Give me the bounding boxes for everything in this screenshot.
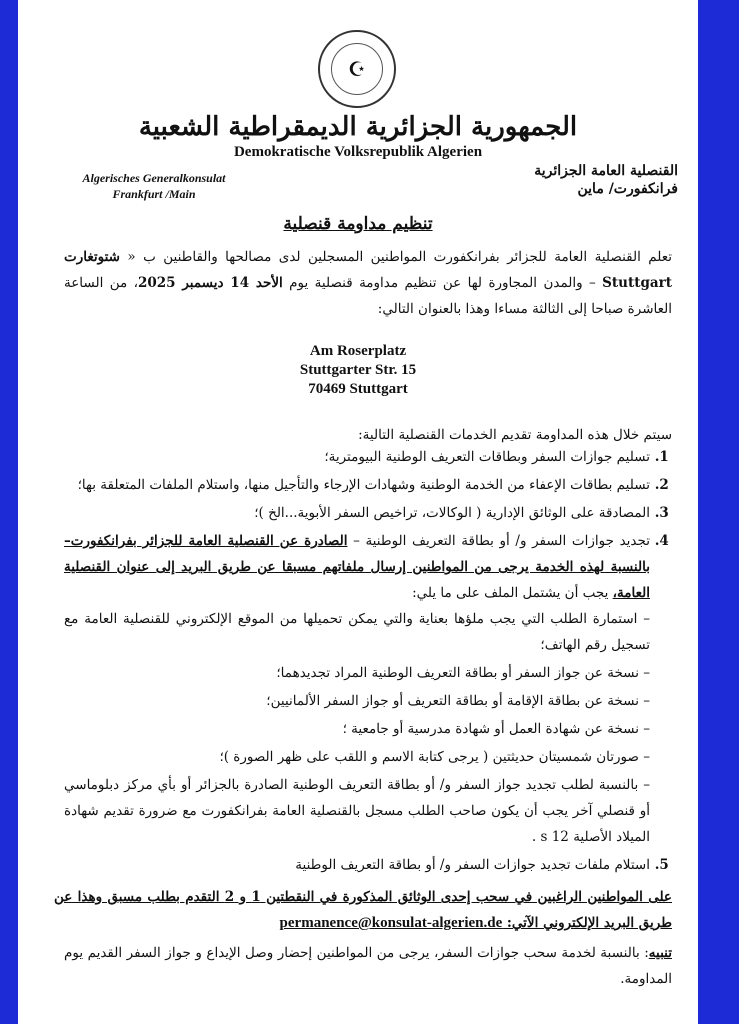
intro-part2: – والمدن المجاورة لها عن تنظيم مداومة قنصلية يوم: [282, 275, 603, 291]
star-crescent-icon: ☪: [331, 43, 383, 95]
consulate-name-arabic: [478, 162, 678, 198]
document-page: [18, 0, 698, 1024]
address-line2: Stuttgarter Str. 15: [299, 362, 417, 378]
required-doc-item: – استمارة الطلب التي يجب ملؤها بعناية والتي يمكن تحميلها من الموقع الإلكتروني للقنصلية العامة مع تسجيل رقم الهاتف؛: [64, 611, 650, 653]
document-heading: تنظيم مداومة قنصلية: [283, 214, 433, 234]
consulate-de-line1: Algerisches Generalkonsulat: [82, 171, 226, 185]
intro-city-ar: شتوتغارت: [64, 249, 120, 265]
service-4-part-c: يجب أن يشتمل الملف على ما يلي:: [412, 585, 613, 601]
service-item-3: 3. المصادقة على الوثائق الإدارية ( الوكالات، تراخيص السفر الأبوية...الخ )؛: [64, 500, 650, 526]
service-item-4: [64, 528, 650, 850]
note-label: تنبيه: [648, 945, 672, 961]
consulate-ar-line1: القنصلية العامة الجزائرية: [534, 163, 678, 179]
required-doc-item: – نسخة عن شهادة العمل أو شهادة مدرسية أو جامعية ؛: [342, 721, 650, 737]
required-doc-item: – نسخة عن جواز السفر أو بطاقة التعريف الوطنية المراد تجديدهما؛: [276, 665, 650, 681]
final-text: على المواطنين الراغبين في سحب إحدى الوثائق المذكورة في النقطتين 1 و 2 التقدم بطلب مسبق وهذا عن طريق البريد الإلكتروني الآتي:: [54, 889, 672, 931]
consulate-de-line2: Frankfurt /Main: [112, 187, 196, 201]
country-title-arabic: الجمهورية الجزائرية الديمقراطية الشعبية: [138, 112, 578, 142]
service-item-1: 1. تسليم جوازات السفر وبطاقات التعريف الوطنية البيومترية؛: [64, 444, 650, 470]
intro-date: الأحد 14 ديسمبر 2025: [137, 275, 283, 291]
address-line1: Am Roserplatz: [309, 343, 407, 359]
consulate-ar-line2: فرانكفورت/ ماين: [577, 181, 678, 197]
address-block: [18, 342, 698, 399]
country-title-german: Demokratische Volksrepublik Algerien: [233, 144, 483, 160]
intro-part3: ، من الساعة العاشرة صباحا إلى الثالثة مساءا وهذا بالعنوان التالي:: [64, 275, 672, 317]
note-paragraph: [64, 940, 672, 992]
intro-paragraph: [64, 244, 672, 322]
algeria-emblem-seal: [318, 30, 396, 108]
intro-part1: تعلم القنصلية العامة للجزائر بفرانكفورت المواطنين المسجلين لدى مصالحها والقاطنين ب «: [119, 249, 672, 265]
service-4-part-a: تجديد جوازات السفر و/ أو بطاقة التعريف الوطنية –: [347, 533, 650, 549]
service-4-part-b: الصادرة عن القنصلية العامة للجزائر بفرانكفورت– بالنسبة لهذه الخدمة يرجى من المواطنين إرسال ملفاتهم مسبقا عن طريق البريد إلى عنوان القنصلية العامة،: [64, 533, 650, 601]
final-instruction: [54, 884, 672, 936]
service-item-5: 5. استلام ملفات تجديد جوازات السفر و/ أو بطاقة التعريف الوطنية: [64, 852, 650, 878]
intro-city-de: Stuttgart: [602, 275, 672, 291]
required-doc-item: – صورتان شمسيتان حديثتين ( يرجى كتابة الاسم و اللقب على ظهر الصورة )؛: [219, 749, 650, 765]
note-text: : بالنسبة لخدمة سحب جوازات السفر، يرجى من المواطنين إحضار وصل الإيداع و جواز السفر القديم يوم المداومة.: [64, 945, 672, 987]
consulate-name-german: [44, 170, 264, 202]
address-line3: 70469 Stuttgart: [308, 381, 408, 397]
required-doc-item: – نسخة عن بطاقة الإقامة أو بطاقة التعريف أو جواز السفر الألمانيين؛: [266, 693, 650, 709]
required-doc-item: – بالنسبة لطلب تجديد جواز السفر و/ أو بطاقة التعريف الوطنية الصادرة بالجزائر أو بأي مركز دبلوماسي أو قنصلي آخر يجب أن يكون صاحب الطلب مسجل بالقنصلية العامة بفرانكفورت مع ضرورة تقديم شهادة الميلاد الأصلية 12 s .: [64, 777, 650, 845]
services-intro: سيتم خلال هذه المداومة تقديم الخدمات القنصلية التالية:: [358, 427, 672, 443]
required-documents-list: [64, 606, 650, 850]
service-item-2: 2. تسليم بطاقات الإعفاء من الخدمة الوطنية وشهادات الإرجاء والتأجيل منها، واستلام الملفات المتعلقة بها؛: [64, 472, 650, 498]
contact-email-link[interactable]: permanence@konsulat-algerien.de: [279, 915, 503, 931]
services-list: [64, 444, 672, 880]
